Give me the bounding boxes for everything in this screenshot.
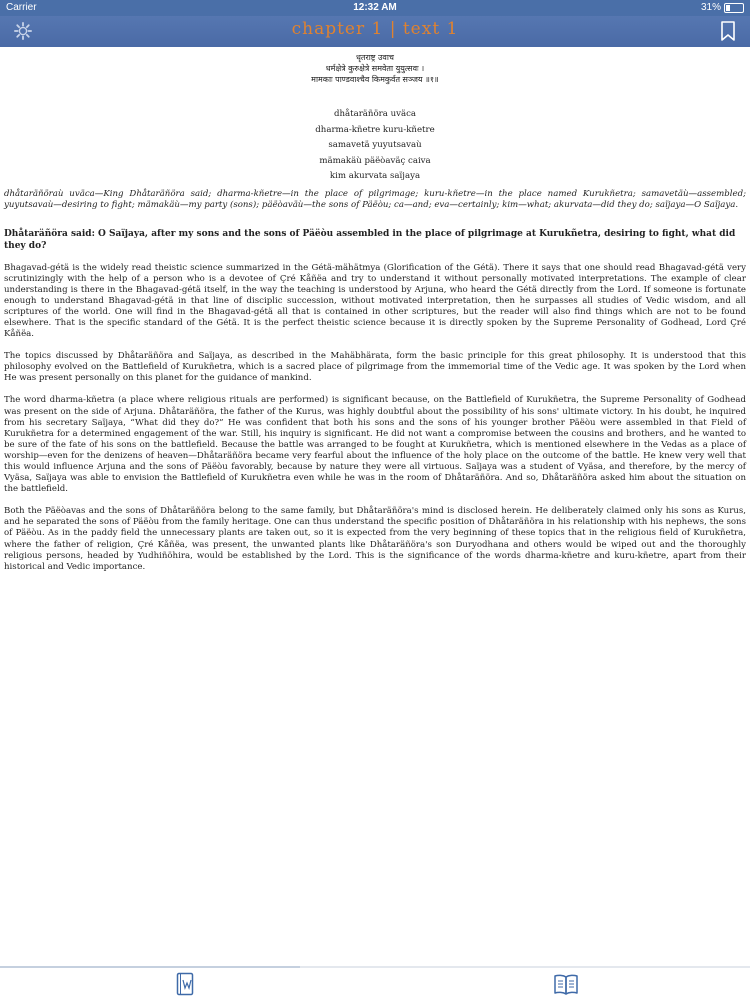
bookmark-icon[interactable] [720,21,736,41]
word-synonyms: dhåtaräñöraù uväca—King Dhåtaräñöra said; dharma-kñetre—in the place of pilgrimage; kuru-kñetre—in the place named Kurukñetra; samavetäù—assembled; yuyutsavaù—desiring to fight; mämakäù—my party (sons); päëòaväù—the sons of Päëòu; ca—and; eva—certainly; kim—what; akurvata—did they do; saïjaya—O Saïjaya. [4,188,746,210]
transliteration-line: dharma-kñetre kuru-kñetre [315,124,435,135]
purport [4,263,746,573]
transliteration [4,107,746,185]
purport-paragraph: Bhagavad-gétä is the widely read theistic science summarized in the Gétä-mähätmya (Glorification of the Gétä). There it says that one should read Bhagavad-gétä very scrutinizingly with the help of a person who is a devotee of Çré Kåñëa and try to understand it without personally motivated interpretations. The example of clear understanding is there in the Bhagavad-gétä itself, in the way the teaching is understood by Arjuna, who heard the Gétä directly from the Lord. If someone is fortunate enough to understand Bhagavad-gétä in that line of disciplic succession, without motivated interpretation, then he surpasses all studies of Vedic wisdom, and all scriptures of the world. One will find in the Bhagavad-gétä all that is contained in other scriptures, but the reader will also find things which are not to be found elsewhere. That is the specific standard of the Gétä. It is the perfect theistic science because it is directly spoken by the Supreme Personality of Godhead, Lord Çré Kåñëa. [4,262,746,340]
verse-content [4,52,746,573]
carrier-label: Carrier [6,2,37,13]
battery-icon [724,3,744,13]
devanagari-verse [4,52,746,85]
transliteration-line: mämakäù päëòaväç caiva [319,155,431,166]
transliteration-line: dhåtaräñöra uväca [333,109,417,119]
page-title: chapter 1 | text 1 [291,19,459,39]
battery-level-fill [726,5,730,11]
reading-progress-track [0,966,750,968]
purport-paragraph: Both the Päëòavas and the sons of Dhåtaräñöra belong to the same family, but Dhåtaräñöra's mind is disclosed herein. He deliberately claimed only his sons as Kurus, and he separated the sons of Päëòu from the family heritage. One can thus understand the specific position of Dhåtaräñöra in his relationship with his nephews, the sons of Päëòu. As in the paddy field the unnecessary plants are taken out, so it is expected from the very beginning of these topics that in the religious field of Kurukñetra, where the father of religion, Çré Kåñëa, was present, the unwanted plants like Dhåtaräñöra's son Duryodhana and others would be wiped out and the thoroughly religious persons, headed by Yudhiñöhira, would be established by the Lord. This is the significance of the words dharma-kñetre and kuru-kñetre, apart from their historical and Vedic importance. [4,506,746,572]
bottom-toolbar [0,966,750,1000]
transliteration-line: kim akurvata saïjaya [329,171,421,181]
status-time: 12:32 AM [353,2,397,13]
status-bar [0,0,750,16]
transliteration-line: samavetä yuyutsavaù [328,140,422,150]
reading-progress-fill [0,966,300,968]
battery-indicator [701,2,744,13]
open-book-icon[interactable] [553,972,579,996]
book-chapter-icon[interactable] [176,972,194,996]
purport-paragraph: The topics discussed by Dhåtaräñöra and Saïjaya, as described in the Mahäbhärata, form the basic principle for this great philosophy. It is understood that this philosophy evolved on the Battlefield of Kurukñetra, which is a sacred place of pilgrimage from the immemorial time of the Vedic age. It was spoken by the Lord when He was present personally on this planet for the guidance of mankind. [4,351,746,384]
purport-paragraph: The word dharma-kñetra (a place where religious rituals are performed) is significant because, on the Battlefield of Kurukñetra, the Supreme Personality of Godhead was present on the side of Arjuna. Dhåtaräñöra, the father of the Kurus, was highly doubtful about the possibility of his sons' ultimate victory. In his doubt, he inquired from his secretary Saïjaya, “What did they do?” He was confident that both his sons and the sons of his younger brother Päëòu were assembled in that Field of Kurukñetra for a determined engagement of the war. Still, his inquiry is significant. He did not want a compromise between the cousins and brothers, and he wanted to be sure of the fate of his sons on the battlefield. Because the battle was arranged to be fought at Kurukñetra, which is mentioned elsewhere in the Vedas as a place of worship—even for the denizens of heaven—Dhåtaräñöra became very fearful about the influence of the holy place on the outcome of the battle. He knew very well that this would influence Arjuna and the sons of Päëòu favorably, because by nature they were all virtuous. Saïjaya was a student of Vyäsa, and therefore, by the mercy of Vyäsa, Saïjaya was able to envision the Battlefield of Kurukñetra even while he was in the room of Dhåtaräñöra. And so, Dhåtaräñöra asked him about the situation on the battlefield. [4,395,746,495]
battery-percent: 31% [700,2,721,13]
devanagari-line: धर्मक्षेत्रे कुरुक्षेत्रे समवेता युयुत्सवः । [325,64,425,73]
devanagari-line: मामकाः पाण्डवाश्चैव किमकुर्वत सञ्जय ॥१॥ [311,75,439,84]
navigation-bar [0,16,750,47]
verse-translation: Dhåtaräñöra said: O Saïjaya, after my sons and the sons of Päëòu assembled in the place of pilgrimage at Kurukñetra, desiring to fight, what did they do? [4,228,736,251]
devanagari-line: धृतराष्ट्र उवाच [355,53,395,62]
